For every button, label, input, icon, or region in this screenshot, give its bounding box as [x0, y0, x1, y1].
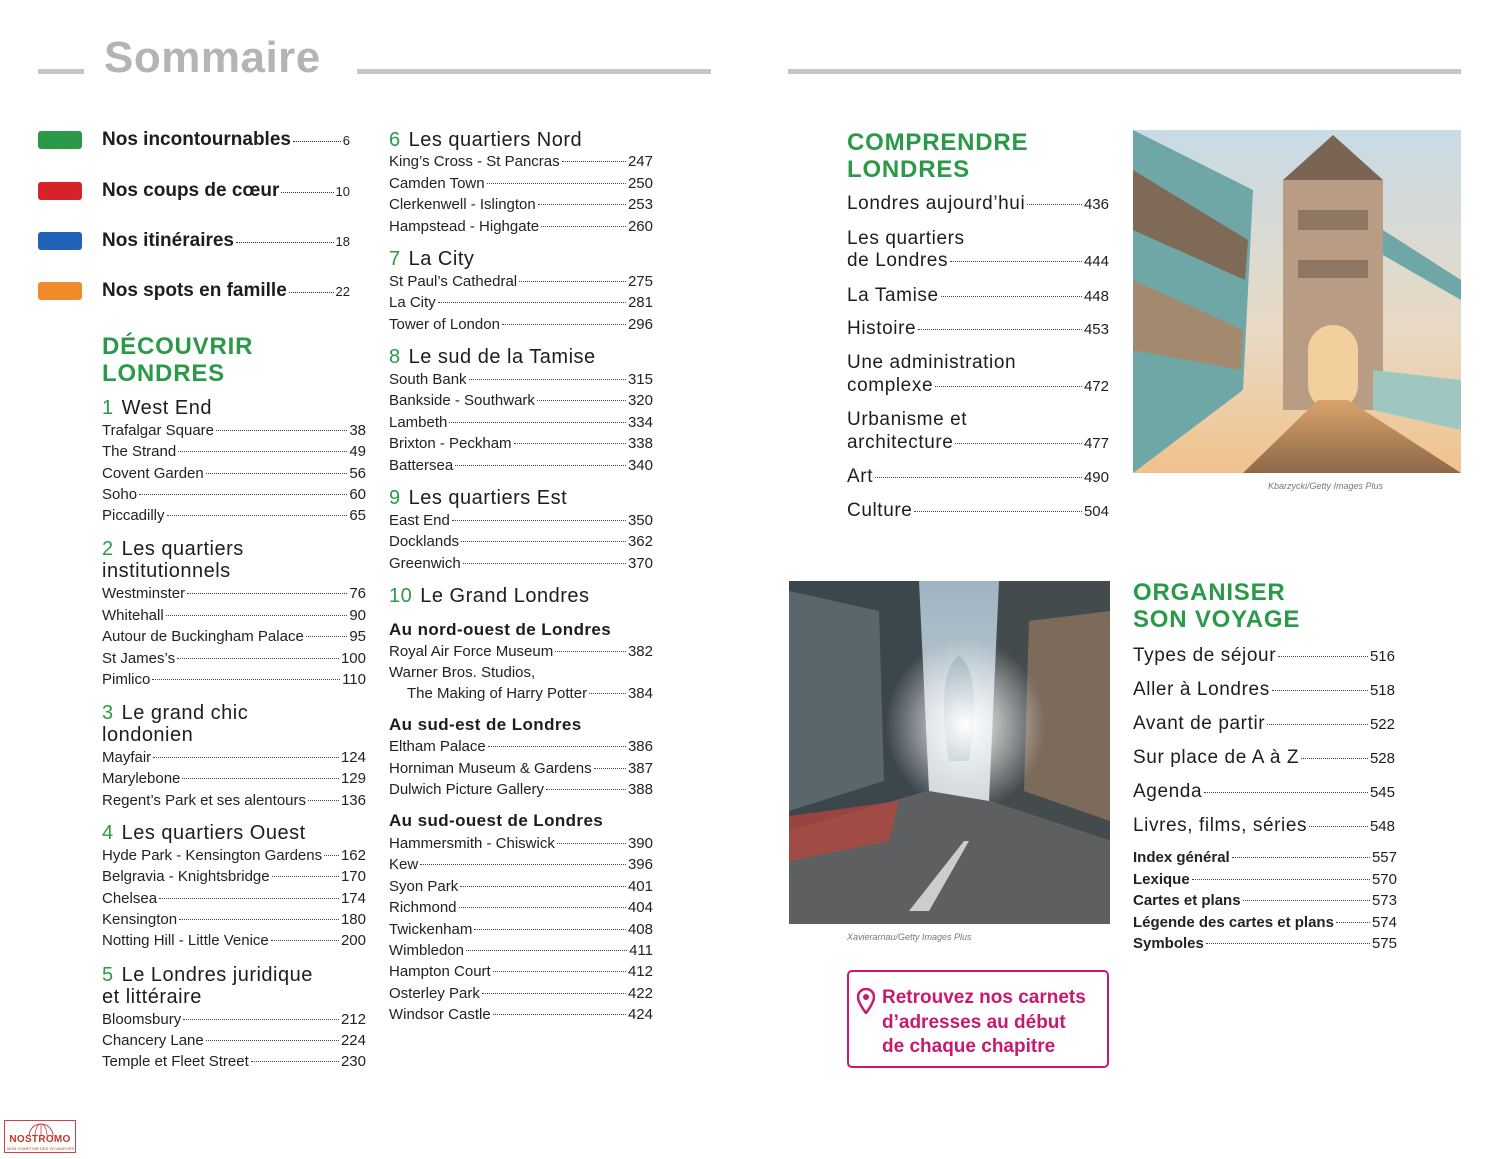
toc-entry[interactable]: Twickenham 408 [389, 921, 653, 938]
callout-line: d’adresses au début [882, 1011, 1066, 1033]
toc-entry[interactable]: East End 350 [389, 512, 653, 529]
toc-entry[interactable]: Wimbledon 411 [389, 942, 653, 959]
color-swatch-orange [38, 282, 82, 300]
key-item-label: Nos coups de cœur [102, 180, 280, 201]
key-item-page: 10 [335, 184, 350, 199]
toc-entry-large[interactable]: Une administration [847, 352, 1017, 373]
color-swatch-green [38, 131, 82, 149]
toc-entry[interactable]: Tower of London 296 [389, 316, 653, 333]
toc-entry[interactable]: Trafalgar Square 38 [102, 422, 366, 439]
toc-entry[interactable]: Hampton Court 412 [389, 963, 653, 980]
section-title[interactable]: 10 Le Grand Londres [389, 585, 590, 607]
callout-line: de chaque chapitre [882, 1036, 1056, 1057]
section-title[interactable]: 5 Le Londres juridique et littéraire [102, 964, 313, 1008]
toc-entry[interactable]: Osterley Park 422 [389, 985, 653, 1002]
toc-entry[interactable]: Kensington 180 [102, 911, 366, 928]
toc-entry-large[interactable]: Urbanisme et [847, 409, 968, 430]
toc-entry-large[interactable]: Les quartiers [847, 228, 965, 249]
toc-entry[interactable]: Belgravia - Knightsbridge 170 [102, 868, 366, 885]
key-item-coups-de-coeur[interactable] [38, 180, 350, 204]
toc-entry[interactable]: Regent’s Park et ses alentours 136 [102, 792, 366, 809]
city-street-photo [789, 581, 1110, 924]
toc-entry[interactable]: St James’s 100 [102, 650, 366, 667]
key-item-label: Nos incontournables [102, 129, 291, 150]
toc-entry[interactable]: St Paul’s Cathedral 275 [389, 273, 653, 290]
toc-entry[interactable]: Westminster 76 [102, 585, 366, 602]
nostromo-logo [4, 1120, 76, 1153]
toc-entry-large[interactable]: Types de séjour 516 [1133, 645, 1395, 666]
toc-entry[interactable]: Covent Garden 56 [102, 465, 366, 482]
toc-entry-index[interactable]: Légende des cartes et plans 574 [1133, 914, 1397, 931]
toc-entry[interactable]: Battersea 340 [389, 457, 653, 474]
logo-tagline: MON COMPTOIR DES VOYAGEURS [7, 1146, 75, 1151]
toc-entry-large[interactable]: architecture 477 [847, 432, 1109, 453]
carnets-callout [847, 970, 1109, 1068]
toc-entry[interactable]: Temple et Fleet Street 230 [102, 1053, 366, 1070]
toc-entry[interactable]: Royal Air Force Museum 382 [389, 643, 653, 660]
section-title[interactable]: 1 West End [102, 397, 212, 419]
toc-entry-large[interactable]: Aller à Londres 518 [1133, 679, 1395, 700]
key-item-page: 18 [335, 234, 350, 249]
toc-entry[interactable]: Hyde Park - Kensington Gardens 162 [102, 847, 366, 864]
section-title[interactable]: 2 Les quartiers institutionnels [102, 538, 244, 582]
key-item-incontournables[interactable] [38, 129, 350, 153]
toc-entry[interactable]: Windsor Castle 424 [389, 1006, 653, 1023]
toc-entry[interactable]: Horniman Museum & Gardens 387 [389, 760, 653, 777]
section-title[interactable]: 3 Le grand chic londonien [102, 702, 249, 746]
toc-entry-large[interactable]: La Tamise 448 [847, 285, 1109, 306]
toc-entry-large[interactable]: Culture 504 [847, 500, 1109, 521]
tower-bridge-photo [1133, 130, 1461, 473]
map-pin-icon [857, 988, 875, 1014]
toc-entry[interactable]: Docklands 362 [389, 533, 653, 550]
callout-line: Retrouvez nos carnets [882, 987, 1086, 1008]
toc-entry-index[interactable]: Lexique 570 [1133, 871, 1397, 888]
logo-name: NOSTROMO [9, 1134, 71, 1145]
toc-entry[interactable]: La City 281 [389, 294, 653, 311]
section-title[interactable]: 8 Le sud de la Tamise [389, 346, 596, 368]
toc-entry[interactable]: South Bank 315 [389, 371, 653, 388]
key-item-spots-famille[interactable] [38, 280, 350, 304]
page-title: Sommaire [104, 33, 321, 82]
photo-credit: Xavierarnau/Getty Images Plus [847, 932, 972, 942]
toc-entry-large[interactable]: Art 490 [847, 466, 1109, 487]
key-item-page: 22 [335, 284, 350, 299]
toc-entry[interactable]: Whitehall 90 [102, 607, 366, 624]
section-title[interactable]: 4 Les quartiers Ouest [102, 822, 306, 844]
toc-entry[interactable]: King’s Cross - St Pancras 247 [389, 153, 653, 170]
part-title-decouvrir: DÉCOUVRIR LONDRES [102, 333, 254, 387]
toc-entry[interactable]: Bloomsbury 212 [102, 1011, 366, 1028]
toc-entry-large[interactable]: de Londres 444 [847, 250, 1109, 271]
toc-entry[interactable]: Autour de Buckingham Palace 95 [102, 628, 366, 645]
toc-entry-large[interactable]: Sur place de A à Z 528 [1133, 747, 1395, 768]
toc-entry[interactable]: Marylebone 129 [102, 770, 366, 787]
toc-entry[interactable]: Pimlico 110 [102, 671, 366, 688]
toc-entry[interactable]: Hampstead - Highgate 260 [389, 218, 653, 235]
toc-entry[interactable]: The Making of Harry Potter 384 [407, 685, 653, 702]
section-title[interactable]: 6 Les quartiers Nord [389, 129, 583, 151]
color-swatch-red [38, 182, 82, 200]
toc-entry[interactable]: Soho 60 [102, 486, 366, 503]
toc-entry[interactable]: Dulwich Picture Gallery 388 [389, 781, 653, 798]
toc-entry[interactable]: Warner Bros. Studios, [389, 664, 536, 681]
key-item-itineraires[interactable] [38, 230, 350, 254]
toc-entry-large[interactable]: Avant de partir 522 [1133, 713, 1395, 734]
subsection-title[interactable]: Au sud-ouest de Londres [389, 811, 604, 830]
toc-entry[interactable]: The Strand 49 [102, 443, 366, 460]
part-title-comprendre: COMPRENDRE LONDRES [847, 129, 1029, 183]
subsection-title[interactable]: Au sud-est de Londres [389, 715, 582, 734]
toc-entry[interactable]: Lambeth 334 [389, 414, 653, 431]
toc-entry-large[interactable]: Histoire 453 [847, 318, 1109, 339]
toc-entry-large[interactable]: Livres, films, séries 548 [1133, 815, 1395, 836]
key-item-label: Nos itinéraires [102, 230, 234, 251]
toc-entry-large[interactable]: Londres aujourd’hui 436 [847, 193, 1109, 214]
photo-credit: Kbarzycki/Getty Images Plus [1268, 481, 1384, 491]
toc-entry[interactable]: Chelsea 174 [102, 890, 366, 907]
toc-entry[interactable]: Notting Hill - Little Venice 200 [102, 932, 366, 949]
header-rule-middle [357, 69, 711, 74]
toc-entry[interactable]: Brixton - Peckham 338 [389, 435, 653, 452]
section-title[interactable]: 7 La City [389, 248, 475, 270]
subsection-title[interactable]: Au nord-ouest de Londres [389, 620, 612, 639]
color-swatch-blue [38, 232, 82, 250]
toc-entry[interactable]: Kew 396 [389, 856, 653, 873]
toc-entry[interactable]: Richmond 404 [389, 899, 653, 916]
toc-entry[interactable]: Piccadilly 65 [102, 507, 366, 524]
toc-entry[interactable]: Bankside - Southwark 320 [389, 392, 653, 409]
header-rule-right [788, 69, 1461, 74]
toc-entry-index[interactable]: Index général 557 [1133, 849, 1397, 866]
toc-entry[interactable]: Hammersmith - Chiswick 390 [389, 835, 653, 852]
section-title[interactable]: 9 Les quartiers Est [389, 487, 568, 509]
toc-entry-large[interactable]: Agenda 545 [1133, 781, 1395, 802]
toc-entry[interactable]: Mayfair 124 [102, 749, 366, 766]
toc-entry[interactable]: Syon Park 401 [389, 878, 653, 895]
toc-entry[interactable]: Greenwich 370 [389, 555, 653, 572]
toc-entry[interactable]: Clerkenwell - Islington 253 [389, 196, 653, 213]
toc-entry-index[interactable]: Cartes et plans 573 [1133, 892, 1397, 909]
part-title-organiser: ORGANISER SON VOYAGE [1133, 579, 1301, 633]
key-item-label: Nos spots en famille [102, 280, 287, 301]
toc-entry[interactable]: Chancery Lane 224 [102, 1032, 366, 1049]
header-rule-left [38, 69, 84, 74]
toc-entry[interactable]: Eltham Palace 386 [389, 738, 653, 755]
toc-entry-large[interactable]: complexe 472 [847, 375, 1109, 396]
toc-entry-index[interactable]: Symboles 575 [1133, 935, 1397, 952]
key-item-page: 6 [342, 133, 350, 148]
toc-entry[interactable]: Camden Town 250 [389, 175, 653, 192]
